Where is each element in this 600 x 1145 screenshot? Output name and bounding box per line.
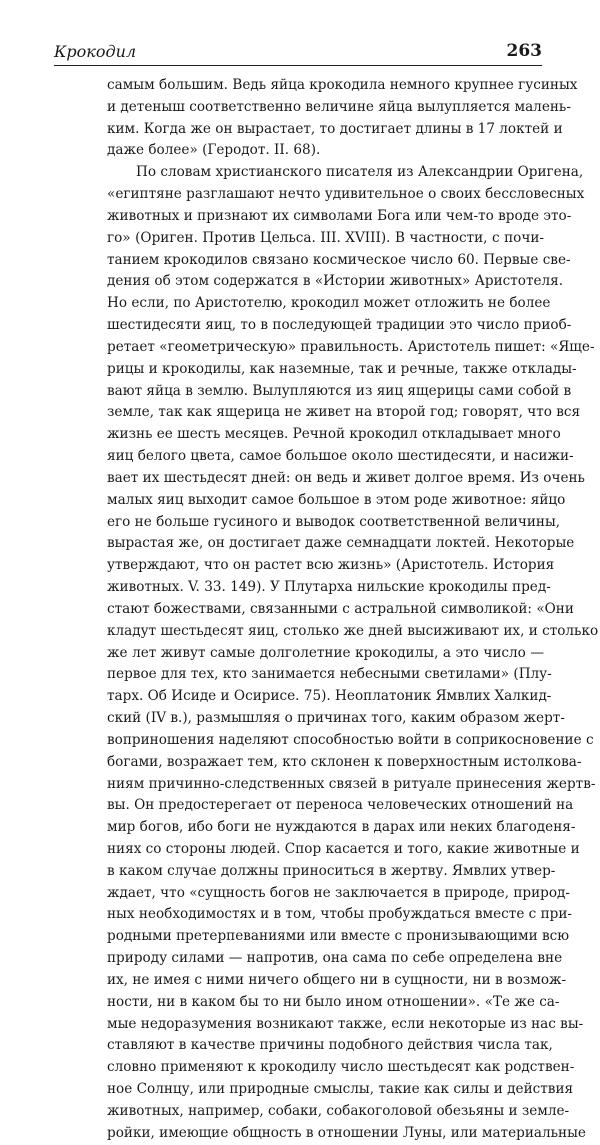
text-line: вает их шестьдесят дней: он ведь и живет долгое время. Из очень [107, 469, 585, 486]
text-line: вают яйца в землю. Вылупляются из яиц ящерицы сами собой в [107, 382, 572, 399]
text-line: земле, так как ящерица не живет на второй год; говорят, что вся [107, 404, 581, 421]
text-line: первое для тех, кто занимается небесными светилами» (Плу- [107, 666, 552, 683]
text-line: ставляют в качестве причины подобного действия числа так, [107, 1037, 553, 1054]
text-line: ждает, что «сущность богов не заключается в природе, природ- [107, 884, 571, 901]
text-line: По словам христианского писателя из Александрии Оригена, [136, 164, 584, 181]
text-line: и детеныш соответственно величине яйца вылупляется малень- [107, 98, 571, 115]
text-line: их, не имея с ними ничего общего ни в сущности, ни в возмож- [107, 971, 567, 988]
text-line: стают божествами, связанными с астральной символикой: «Они [107, 600, 574, 617]
text-line: ройки, имеющие общность в отношении Луны, или материальные [107, 1124, 586, 1141]
text-line: ский (IV в.), размышляя о причинах того, каким образом жерт- [107, 710, 565, 727]
text-line: природу силами — напротив, она сама по себе определена вне [107, 950, 563, 967]
body-text [107, 75, 599, 1145]
text-line: самым большим. Ведь яйца крокодила немного крупнее гусиных [107, 77, 578, 93]
text-line: яиц белого цвета, самое большое около шестидесяти, и насижи- [107, 448, 574, 465]
text-line: «египтяне разглашают нечто удивительное о своих бессловесных [107, 186, 585, 203]
header-rule [54, 65, 542, 66]
text-line: его не больше гусиного и выводок соответственной величины, [107, 513, 561, 530]
text-line: жизнь ее шесть месяцев. Речной крокодил откладывает много [107, 426, 561, 443]
text-line: рицы и крокодилы, как наземные, так и речные, также отклады- [107, 360, 577, 377]
text-line: ное Солнцу, или природные смыслы, такие как силы и действия [107, 1081, 574, 1098]
text-line: мые недоразумения возникают также, если некоторые из нас вы- [107, 1015, 584, 1032]
text-line: животных. V. 33. 149). У Плутарха нильские крокодилы пред- [107, 579, 551, 596]
text-line: в каком случае должны приноситься в жертву. Ямвлих утвер- [107, 862, 556, 879]
text-line: ниям причинно-следственных связей в ритуале принесения жертв- [107, 775, 596, 792]
text-line: вы. Он предостерегает от переноса человеческих отношений на [107, 797, 574, 814]
text-line: богами, возражает тем, кто склонен к поверхностным истолкова- [107, 753, 582, 770]
text-line: го» (Ориген. Против Цельса. III. XVIII). В частности, с почи- [107, 229, 544, 246]
text-line: ниях со стороны людей. Спор касается и того, какие животные и [107, 840, 580, 857]
running-title: Крокодил [54, 42, 137, 61]
text-line: животных и признают их символами Бога или чем-то вроде это- [107, 207, 572, 224]
text-line: воприношения наделяют способностью войти в соприкосновение с [107, 731, 594, 748]
text-line: тарх. Об Исиде и Осирисе. 75). Неоплатоник Ямвлих Халкид- [107, 688, 552, 705]
text-line: шестидесяти яиц, то в последующей традиции это число приоб- [107, 317, 572, 334]
text-line: дения об этом содержатся в «Истории животных» Аристотеля. [107, 273, 564, 290]
text-line: малых яиц выходит самое большое в этом роде животное: яйцо [107, 491, 566, 508]
text-line: кладут шестьдесят яиц, столько же дней высиживают их, и столько [107, 622, 599, 639]
text-line: мир богов, ибо боги не нуждаются в дарах или неких благоденя- [107, 819, 576, 836]
text-line: родными претерпеваниями или вместе с пронизывающими всю [107, 928, 570, 945]
text-line: даже более» (Геродот. II. 68). [107, 142, 321, 159]
text-line: утверждают, что он растет всю жизнь» (Аристотель. История [107, 557, 555, 574]
text-line: ности, ни в каком бы то ни было ином отношении». «Те же са- [107, 993, 560, 1010]
text-line: Но если, по Аристотелю, крокодил может отложить не более [107, 295, 551, 312]
text-line: же лет живут самые долголетние крокодилы, а это число — [107, 644, 544, 661]
text-line: словно применяют к крокодилу число шестьдесят как родствен- [107, 1059, 575, 1076]
text-line: ким. Когда же он вырастает, то достигает длины в 17 локтей и [107, 120, 563, 137]
text-line: животных, например, собаки, собакоголовой обезьяны и земле- [107, 1102, 570, 1119]
running-header [54, 40, 542, 62]
text-line: танием крокодилов связано космическое число 60. Первые све- [107, 251, 571, 268]
page-number: 263 [506, 41, 542, 61]
text-line: вырастая же, он достигает даже семнадцати локтей. Некоторые [107, 535, 575, 552]
text-line: ных необходимостях и в том, чтобы пробуждаться вместе с при- [107, 906, 573, 923]
text-line: ретает «геометрическую» правильность. Аристотель пишет: «Яще- [107, 338, 595, 355]
